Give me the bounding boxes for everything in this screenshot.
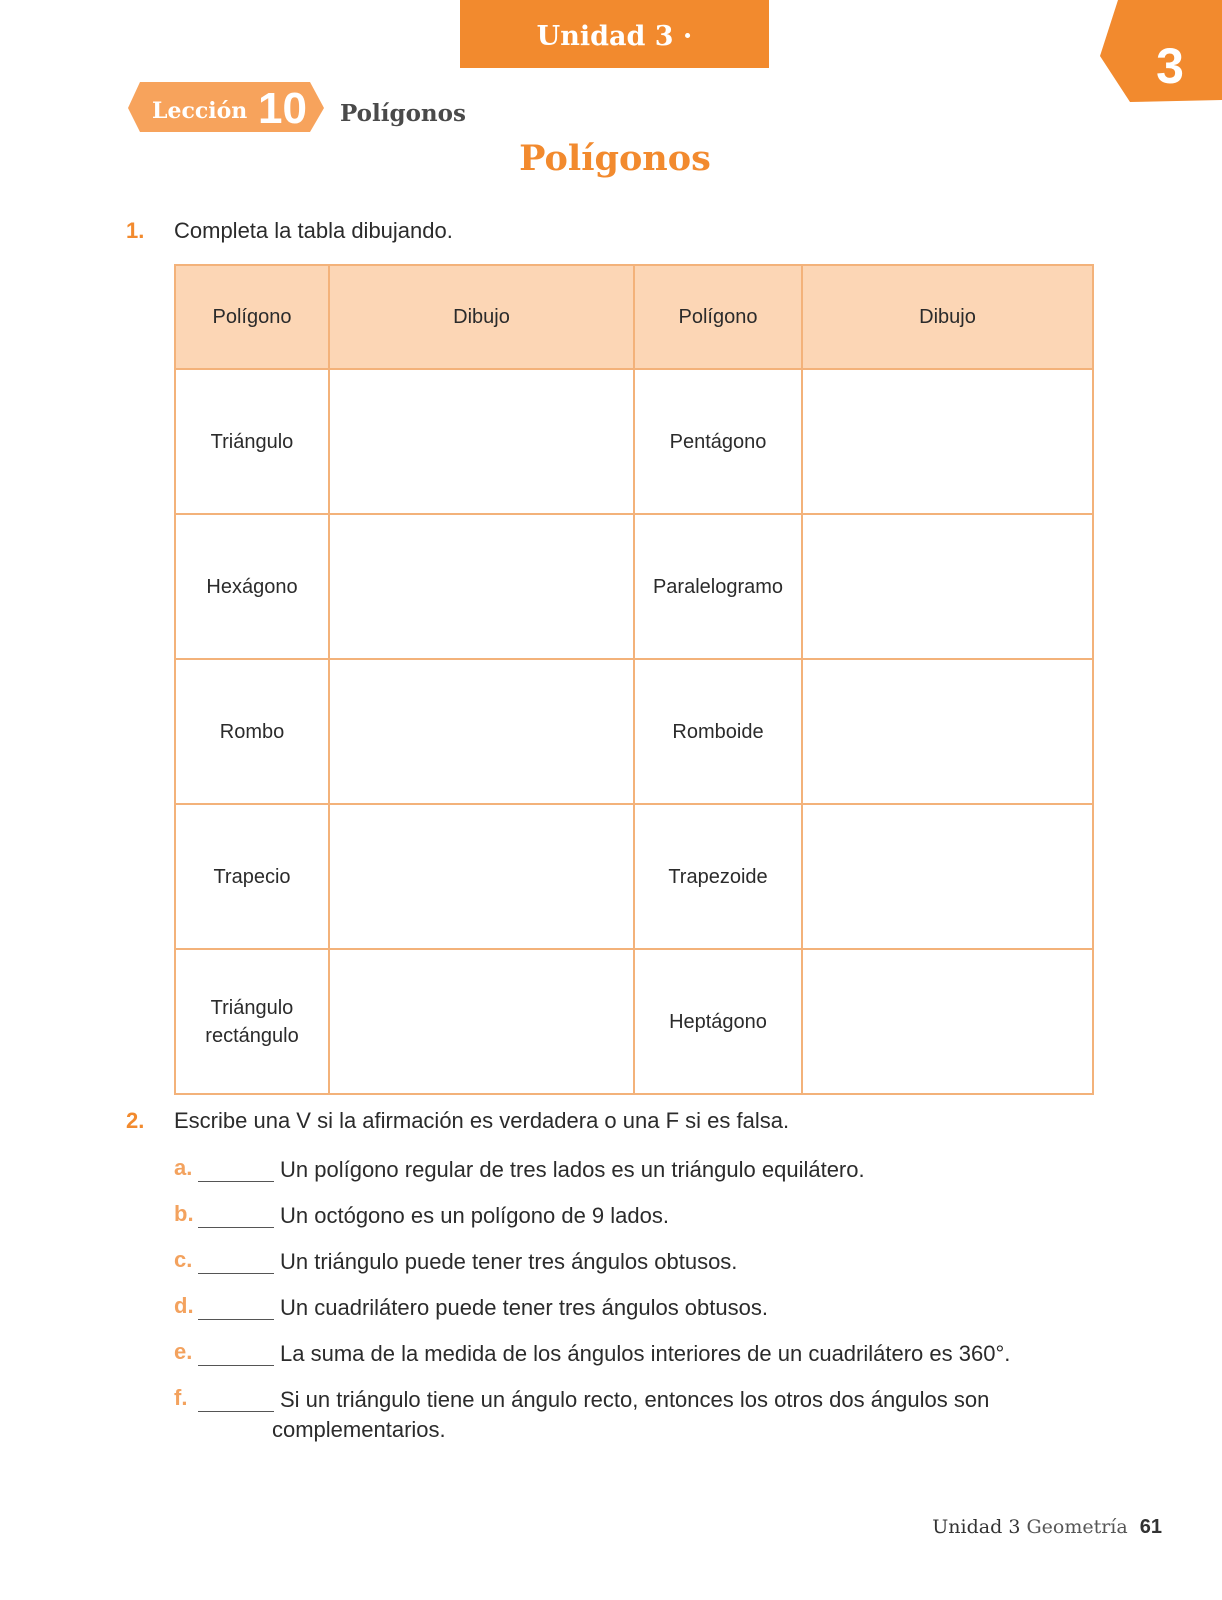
statement-letter: e. bbox=[174, 1339, 193, 1364]
drawing-cell[interactable] bbox=[329, 369, 634, 514]
header-drawing-2: Dibujo bbox=[802, 265, 1093, 369]
drawing-cell[interactable] bbox=[329, 949, 634, 1094]
polygon-name: Trapecio bbox=[175, 804, 329, 949]
lesson-topic: Polígonos bbox=[340, 100, 466, 127]
statement-letter: a. bbox=[174, 1155, 193, 1180]
unit-tab bbox=[1100, 0, 1222, 102]
statement-text-line-1: Si un triángulo tiene un ángulo recto, entonces los otros dos ángulos son bbox=[280, 1387, 990, 1412]
answer-blank[interactable] bbox=[198, 1411, 274, 1412]
polygon-name: Pentágono bbox=[634, 369, 802, 514]
drawing-cell[interactable] bbox=[329, 659, 634, 804]
table-row bbox=[175, 949, 1093, 1094]
drawing-cell[interactable] bbox=[329, 804, 634, 949]
statement-letter: f. bbox=[174, 1385, 188, 1410]
page-number: 61 bbox=[1139, 1516, 1162, 1538]
answer-blank[interactable] bbox=[198, 1181, 274, 1182]
polygon-name: Paralelogramo bbox=[634, 514, 802, 659]
answer-blank[interactable] bbox=[198, 1365, 274, 1366]
table-row bbox=[175, 514, 1093, 659]
statement-letter: c. bbox=[174, 1247, 193, 1272]
table-row bbox=[175, 804, 1093, 949]
statement-text: La suma de la medida de los ángulos interiores de un cuadrilátero es 360°. bbox=[280, 1341, 1011, 1366]
table-row bbox=[175, 659, 1093, 804]
question-2-prompt: Escribe una V si la afirmación es verdadera o una F si es falsa. bbox=[174, 1108, 790, 1133]
polygon-name bbox=[175, 949, 329, 1094]
lesson-label: Lección bbox=[152, 98, 248, 124]
page-title: Polígonos bbox=[519, 138, 711, 179]
statement-text: Un polígono regular de tres lados es un triángulo equilátero. bbox=[280, 1157, 865, 1182]
answer-blank[interactable] bbox=[198, 1227, 274, 1228]
polygon-name: Rombo bbox=[175, 659, 329, 804]
statement-text: Un triángulo puede tener tres ángulos obtusos. bbox=[280, 1249, 738, 1274]
table-header-row bbox=[175, 265, 1093, 369]
drawing-cell[interactable] bbox=[802, 514, 1093, 659]
footer-unit: Unidad 3 bbox=[932, 1516, 1021, 1538]
footer-topic: Geometría bbox=[1026, 1516, 1128, 1538]
question-1-prompt: Completa la tabla dibujando. bbox=[174, 218, 453, 243]
drawing-cell[interactable] bbox=[802, 804, 1093, 949]
drawing-cell[interactable] bbox=[802, 659, 1093, 804]
statement-text bbox=[272, 1385, 1040, 1445]
table-row bbox=[175, 369, 1093, 514]
answer-blank[interactable] bbox=[198, 1273, 274, 1274]
unit-tab-number: 3 bbox=[1156, 38, 1184, 94]
statement-text: Un octógono es un polígono de 9 lados. bbox=[280, 1203, 669, 1228]
lesson-badge bbox=[128, 82, 326, 134]
answer-blank[interactable] bbox=[198, 1319, 274, 1320]
page-footer bbox=[932, 1516, 1162, 1539]
drawing-cell[interactable] bbox=[802, 369, 1093, 514]
question-1-number: 1. bbox=[126, 218, 145, 243]
header-drawing-1: Dibujo bbox=[329, 265, 634, 369]
header-polygon-2: Polígono bbox=[634, 265, 802, 369]
polygon-name: Triángulo bbox=[175, 369, 329, 514]
question-2-number: 2. bbox=[126, 1108, 145, 1133]
statement-letter: d. bbox=[174, 1293, 194, 1318]
polygon-table bbox=[174, 264, 1094, 1095]
statement-text-line-2: complementarios. bbox=[272, 1417, 446, 1442]
statement-text: Un cuadrilátero puede tener tres ángulos obtusos. bbox=[280, 1295, 768, 1320]
polygon-name: Heptágono bbox=[634, 949, 802, 1094]
drawing-cell[interactable] bbox=[329, 514, 634, 659]
polygon-name-line-1: Triángulo bbox=[210, 996, 294, 1019]
statement-letter: b. bbox=[174, 1201, 194, 1226]
polygon-name-line-2: rectángulo bbox=[205, 1024, 299, 1047]
lesson-number: 10 bbox=[258, 84, 307, 133]
header-polygon-1: Polígono bbox=[175, 265, 329, 369]
drawing-cell[interactable] bbox=[802, 949, 1093, 1094]
unit-banner: Unidad 3 · Geometría bbox=[460, 0, 769, 68]
polygon-name: Trapezoide bbox=[634, 804, 802, 949]
polygon-name: Romboide bbox=[634, 659, 802, 804]
polygon-name: Hexágono bbox=[175, 514, 329, 659]
